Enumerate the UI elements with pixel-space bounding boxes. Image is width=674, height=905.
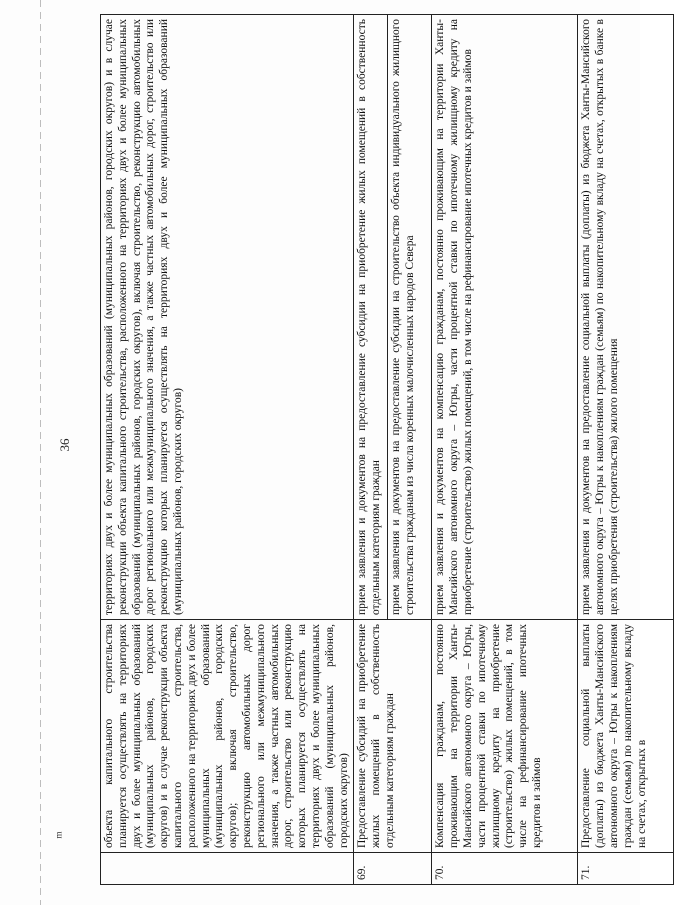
procedure-text: территориях двух и более муниципальных образований (муниципальных районов, городских округов) и в случае реконструкции объекта капитального строительства, расположенного на территориях двух и более муниципальных образований (муниципальных районов, городских округов), включая строительство, реконструкцию автомобильных дорог регионального или межмуниципального значения, а также частных автомобильных дорог, строительство или реконструкцию которых планируется осуществлять на территориях двух и более муниципальных образований (муниципальных районов, городских округов) — [103, 19, 184, 615]
services-table — [100, 14, 674, 885]
service-procedure — [354, 15, 432, 620]
service-name: Компенсация гражданам, постоянно проживающим на территории Ханты-Мансийского автономного округа – Югры, части процентной ставки по ипотечному жилищному кредиту на приобретение (строительство) жилых помещений, в том числе на рефинансирование ипотечных кредитов и займов — [432, 620, 578, 853]
row-number: 71. — [578, 853, 674, 885]
procedure-text: прием заявления и документов на предоставление субсидии на строительство объекта индивидуального жилищного строительства гражданам из числа коренных малочисленных народов Севера — [387, 15, 418, 619]
scan-edge-line — [40, 0, 41, 905]
row-number: 70. — [432, 853, 578, 885]
table-row-70 — [432, 15, 578, 885]
table-row-69 — [354, 15, 432, 885]
row-number — [101, 853, 354, 885]
service-name: объекта капитального строительства планируется осуществлять на территориях двух и более муниципальных образований (муниципальных районов, городских округов) и в случае реконструкции объекта капитального строительства, расположенного на территориях двух и более муниципальных образований (муниципальных районов, городских округов); включая строительство, реконструкцию автомобильных дорог регионального или межмуниципального значения, а также частных автомобильных дорог, строительство или реконструкцию которых планируется осуществлять на территориях двух и более муниципальных образований (муниципальных районов, городских округов) — [101, 620, 354, 853]
service-procedure — [578, 15, 674, 620]
procedure-text: прием заявления и документов на предоставление социальной выплаты (доплаты) из бюджета Ханты-Мансийского автономного округа – Югры к накоплениям граждан (семьям) по накопительному вкладу на счетах, открытых в банке в целях приобретения (строительства) жилого помещения — [580, 19, 620, 615]
table-row-continued — [101, 15, 354, 885]
procedure-text: прием заявления и документов на предоставление субсидии на приобретение жилых помещений в собственность отдельным категориям граждан — [356, 19, 383, 615]
service-procedure — [101, 15, 354, 620]
service-name: Предоставление социальной выплаты (доплаты) из бюджета Ханты-Мансийского автономного округа – Югры к накоплениям граждан (семьям) по накопительному вкладу на счетах, открытых в — [578, 620, 674, 853]
service-procedure — [432, 15, 578, 620]
corner-mark: m — [53, 831, 64, 839]
page-number: 36 — [57, 438, 72, 452]
table-row-71 — [578, 15, 674, 885]
service-name: Предоставление субсидий на приобретение жилых помещений в собственность отдельным категориям граждан — [354, 620, 432, 853]
row-number: 69. — [354, 853, 432, 885]
procedure-text: прием заявления и документов на компенсацию гражданам, постоянно проживающим на территории Ханты-Мансийского автономного округа – Югры, части процентной ставки по ипотечному жилищному кредиту на приобретение (строительство) жилых помещений, в том числе на рефинансирование ипотечных кредитов и займов — [434, 19, 474, 615]
services-table-wrapper — [100, 15, 648, 885]
